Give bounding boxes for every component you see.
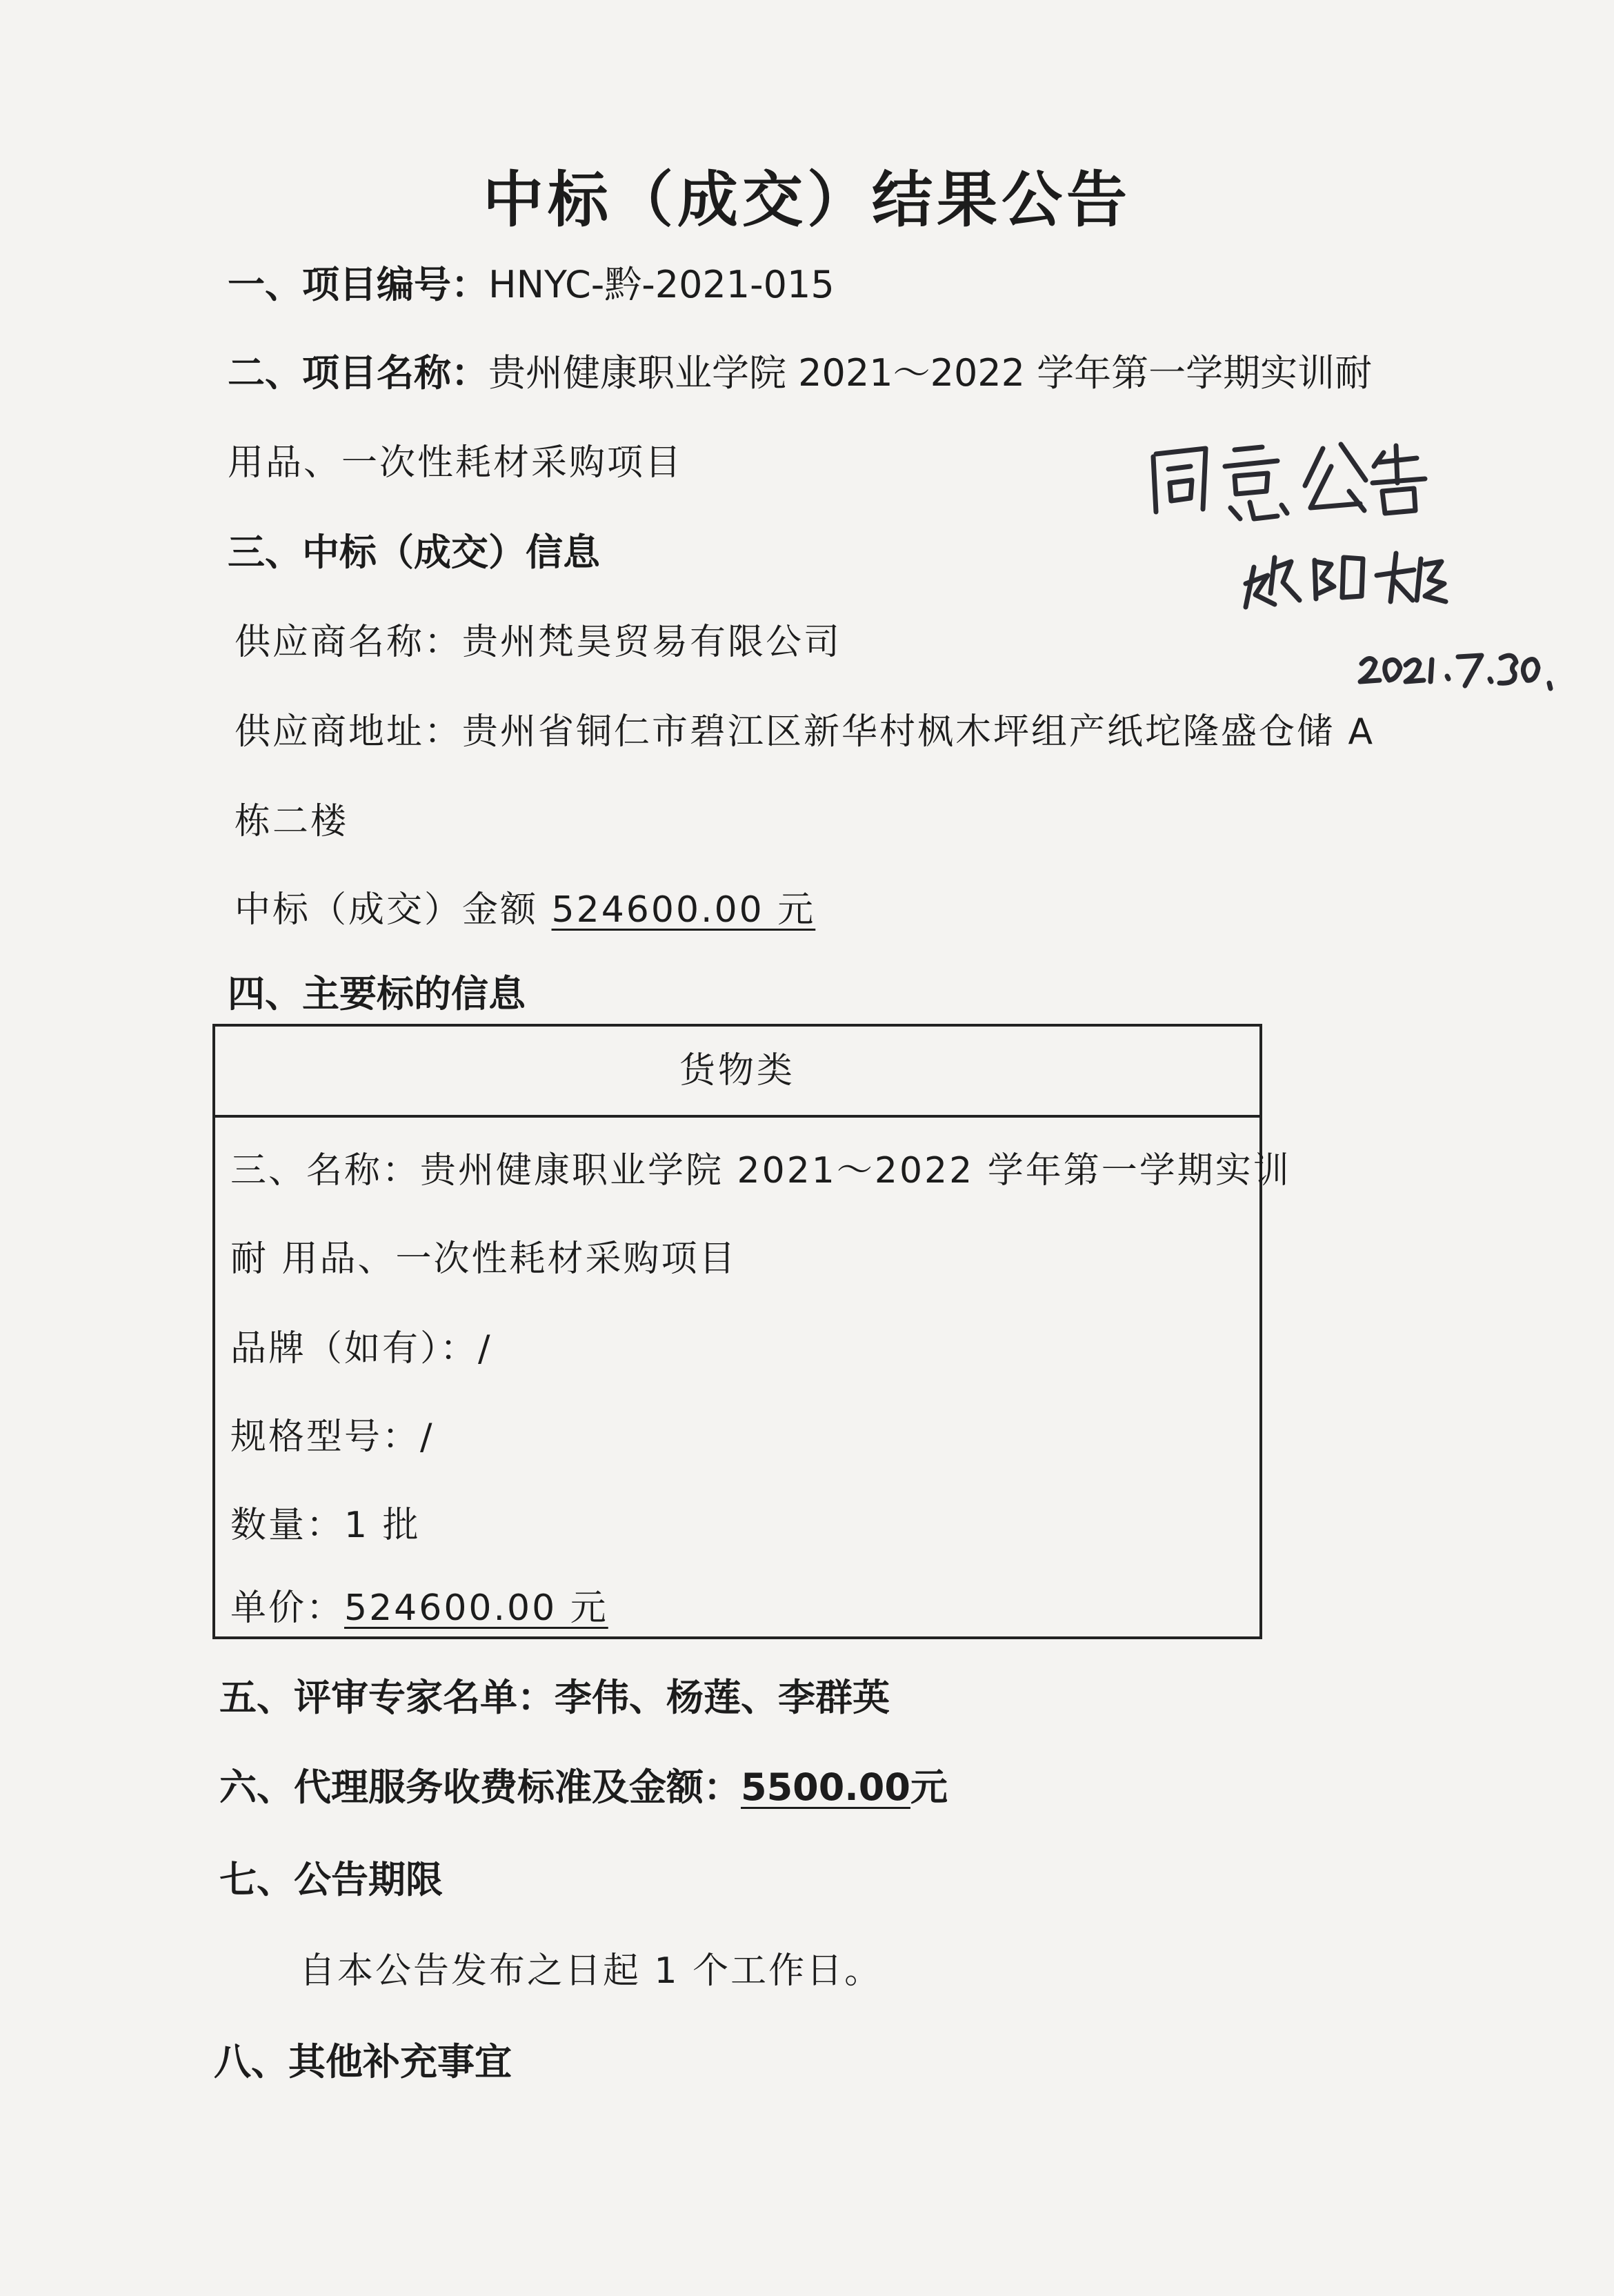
supplier-name-value: 贵州梵昊贸易有限公司 [462,622,842,663]
unit-price-value: 524600.00 元 [344,1587,608,1629]
page-title: 中标（成交）结果公告 [482,164,1131,235]
item-name-line1: 三、名称：贵州健康职业学院 2021～2022 学年第一学期实训 [230,1150,1291,1191]
project-name-label: 二、项目名称： [228,351,488,395]
supplier-name-row [235,613,841,664]
goods-table-header: 货物类 [215,1027,1259,1118]
agency-fee-label: 六、代理服务收费标准及金额： [219,1765,741,1809]
agency-fee-value: 5500.00 [741,1765,910,1809]
project-number-value: HNYC-黔-2021-015 [488,263,835,306]
date-scribble [1360,655,1551,689]
item-brand: 品牌（如有）：/ [230,1328,492,1369]
item-name-line2: 耐 用品、一次性耗材采购项目 [230,1238,737,1280]
notice-period-text: 自本公告发布之日起 1 个工作日。 [299,1950,883,1992]
experts-list: 五、评审专家名单：李伟、杨莲、李群英 [219,1676,890,1719]
goods-table [212,1024,1291,1639]
unit-price-label: 单价： [230,1587,345,1629]
approval-scribble [1153,444,1425,519]
other-matters-heading: 八、其他补充事宜 [214,2040,512,2084]
supplier-address-row [235,702,1375,754]
award-amount-label: 中标（成交）金额 [235,889,552,931]
item-quantity: 数量：1 批 [230,1505,421,1546]
award-info-heading: 三、中标（成交）信息 [228,531,600,574]
main-items-heading: 四、主要标的信息 [228,972,526,1016]
project-number-row [228,255,835,308]
project-name-row [228,344,1372,397]
agency-fee-unit: 元 [910,1765,948,1809]
supplier-address-line2: 栋二楼 [235,801,349,842]
supplier-address-label: 供应商地址： [235,711,463,753]
project-name-line2: 用品、一次性耗材采购项目 [228,442,684,484]
signature-scribble [1246,553,1446,607]
supplier-name-label: 供应商名称： [235,622,463,663]
notice-period-heading: 七、公告期限 [219,1858,443,1901]
project-number-label: 一、项目编号： [228,263,488,306]
item-unit-price [230,1578,608,1630]
award-amount-value: 524600.00 元 [551,889,816,931]
award-amount-row [235,880,815,932]
project-name-line1: 贵州健康职业学院 2021～2022 学年第一学期实训耐 [488,351,1373,395]
supplier-address-line1: 贵州省铜仁市碧江区新华村枫木坪组产纸坨隆盛仓储 A [462,711,1375,753]
agency-fee-row [219,1758,948,1811]
item-model: 规格型号：/ [230,1416,435,1458]
